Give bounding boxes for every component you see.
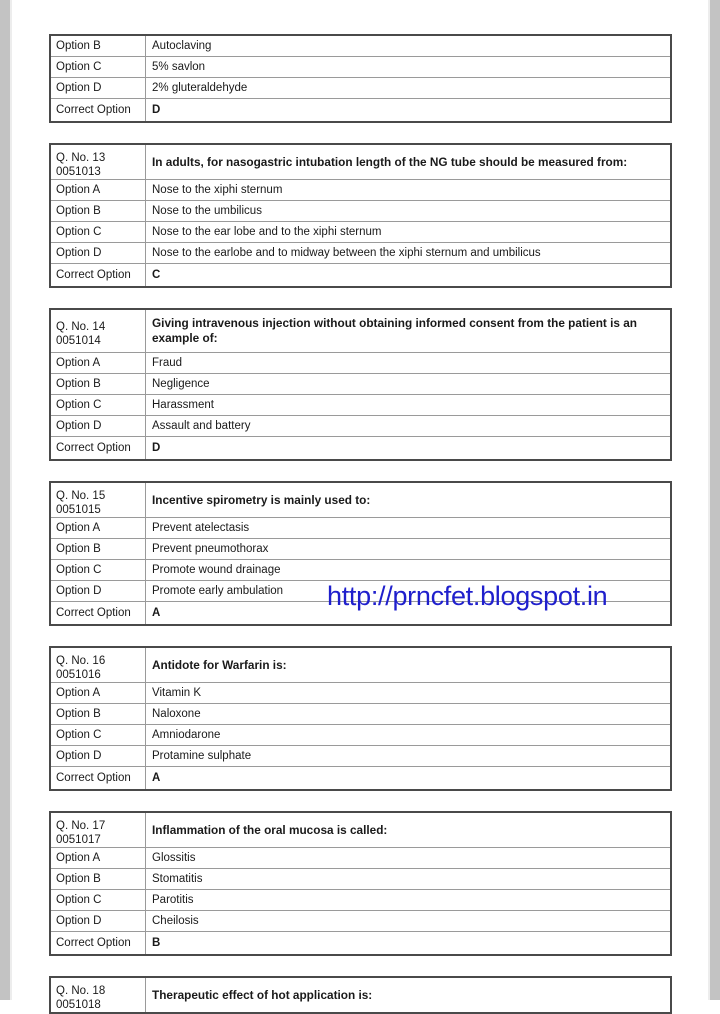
correct-option-value: A bbox=[152, 772, 161, 784]
question-header-row bbox=[50, 144, 671, 180]
question-header-row bbox=[50, 482, 671, 518]
option-value: Negligence bbox=[152, 378, 210, 390]
option-row bbox=[50, 222, 671, 243]
option-label-cell bbox=[50, 746, 146, 767]
question-code-text: 0051014 bbox=[56, 335, 101, 347]
option-label: Option B bbox=[56, 205, 101, 217]
option-label-cell bbox=[50, 78, 146, 99]
correct-option-value-cell bbox=[146, 767, 672, 791]
option-label: Option D bbox=[56, 420, 102, 432]
option-label-cell bbox=[50, 848, 146, 869]
option-label-cell bbox=[50, 581, 146, 602]
option-label-cell bbox=[50, 890, 146, 911]
option-value-cell bbox=[146, 560, 672, 581]
question-text: Inflammation of the oral mucosa is called: bbox=[152, 822, 388, 837]
option-value: Nose to the xiphi sternum bbox=[152, 184, 283, 196]
option-value: Naloxone bbox=[152, 708, 201, 720]
correct-option-label-cell bbox=[50, 932, 146, 956]
option-row bbox=[50, 180, 671, 201]
correct-option-value-cell bbox=[146, 602, 672, 626]
option-label: Option B bbox=[56, 873, 101, 885]
question-block bbox=[49, 143, 672, 288]
question-block bbox=[49, 481, 672, 626]
question-text-cell bbox=[146, 812, 672, 848]
correct-option-row bbox=[50, 437, 671, 461]
option-label: Option B bbox=[56, 708, 101, 720]
question-number-text: Q. No. 13 bbox=[56, 152, 106, 164]
option-value-cell bbox=[146, 581, 672, 602]
correct-option-row bbox=[50, 602, 671, 626]
question-block bbox=[49, 34, 672, 123]
option-label-cell bbox=[50, 518, 146, 539]
question-block bbox=[49, 308, 672, 461]
question-number-cell bbox=[50, 977, 146, 1013]
question-header-row bbox=[50, 309, 671, 353]
option-value: Fraud bbox=[152, 357, 183, 369]
option-row bbox=[50, 725, 671, 746]
correct-option-label: Correct Option bbox=[56, 104, 131, 116]
option-value: 2% gluteraldehyde bbox=[152, 82, 248, 94]
correct-option-label: Correct Option bbox=[56, 772, 131, 784]
correct-option-value: D bbox=[152, 104, 161, 116]
option-value: Prevent pneumothorax bbox=[152, 543, 269, 555]
question-code-text: 0051018 bbox=[56, 999, 101, 1011]
correct-option-value-cell bbox=[146, 932, 672, 956]
option-label-cell bbox=[50, 539, 146, 560]
option-value: Stomatitis bbox=[152, 873, 203, 885]
option-label-cell bbox=[50, 243, 146, 264]
option-label: Option A bbox=[56, 357, 101, 369]
question-number-cell bbox=[50, 144, 146, 180]
correct-option-value: B bbox=[152, 937, 161, 949]
option-label: Option C bbox=[56, 564, 102, 576]
option-value-cell bbox=[146, 911, 672, 932]
option-label: Option B bbox=[56, 543, 101, 555]
option-row bbox=[50, 869, 671, 890]
option-label: Option C bbox=[56, 399, 102, 411]
question-code-text: 0051016 bbox=[56, 669, 101, 681]
question-text-cell bbox=[146, 482, 672, 518]
option-row bbox=[50, 201, 671, 222]
watermark-url: http://prncfet.blogspot.in bbox=[327, 581, 608, 611]
option-value-cell bbox=[146, 201, 672, 222]
option-value-cell bbox=[146, 395, 672, 416]
option-value: Nose to the ear lobe and to the xiphi sternum bbox=[152, 226, 382, 238]
page-right-edge-band bbox=[710, 0, 720, 1000]
question-number-text: Q. No. 17 bbox=[56, 820, 106, 832]
question-text-cell bbox=[146, 977, 672, 1013]
question-text: Giving intravenous injection without obtaining informed consent from the patient is an example of: bbox=[152, 316, 638, 345]
page-right-edge-highlight bbox=[708, 0, 710, 1000]
option-value: Nose to the umbilicus bbox=[152, 205, 262, 217]
correct-option-label: Correct Option bbox=[56, 442, 131, 454]
option-value-cell bbox=[146, 746, 672, 767]
option-value-cell bbox=[146, 243, 672, 264]
option-label-cell bbox=[50, 222, 146, 243]
question-number-cell bbox=[50, 812, 146, 848]
option-value: Cheilosis bbox=[152, 915, 199, 927]
question-list bbox=[49, 0, 673, 1014]
correct-option-row bbox=[50, 932, 671, 956]
correct-option-label: Correct Option bbox=[56, 269, 131, 281]
question-number-text: Q. No. 18 bbox=[56, 985, 106, 997]
page-left-edge-band bbox=[0, 0, 10, 1000]
option-value: Promote wound drainage bbox=[152, 564, 281, 576]
option-row bbox=[50, 848, 671, 869]
option-value: Autoclaving bbox=[152, 40, 212, 52]
option-value-cell bbox=[146, 539, 672, 560]
option-label: Option D bbox=[56, 915, 102, 927]
option-value: Vitamin K bbox=[152, 687, 202, 699]
question-number-text: Q. No. 15 bbox=[56, 490, 106, 502]
question-number-cell bbox=[50, 647, 146, 683]
option-value-cell bbox=[146, 222, 672, 243]
option-label: Option A bbox=[56, 852, 101, 864]
option-label: Option A bbox=[56, 687, 101, 699]
option-row bbox=[50, 395, 671, 416]
option-label: Option D bbox=[56, 82, 102, 94]
option-row bbox=[50, 35, 671, 57]
option-label: Option D bbox=[56, 750, 102, 762]
option-value: Prevent atelectasis bbox=[152, 522, 250, 534]
option-label: Option C bbox=[56, 61, 102, 73]
option-label: Option D bbox=[56, 585, 102, 597]
question-text: Antidote for Warfarin is: bbox=[152, 657, 287, 672]
correct-option-row bbox=[50, 767, 671, 791]
question-text-cell bbox=[146, 144, 672, 180]
correct-option-value-cell bbox=[146, 264, 672, 288]
option-label-cell bbox=[50, 374, 146, 395]
option-value-cell bbox=[146, 78, 672, 99]
option-row bbox=[50, 374, 671, 395]
correct-option-label-cell bbox=[50, 264, 146, 288]
option-value-cell bbox=[146, 353, 672, 374]
question-text: Incentive spirometry is mainly used to: bbox=[152, 492, 371, 507]
question-text-cell bbox=[146, 309, 672, 353]
question-text-cell bbox=[146, 647, 672, 683]
question-block bbox=[49, 811, 672, 956]
correct-option-label-cell bbox=[50, 767, 146, 791]
option-row bbox=[50, 353, 671, 374]
option-value: Parotitis bbox=[152, 894, 194, 906]
question-code-text: 0051017 bbox=[56, 834, 101, 846]
option-label-cell bbox=[50, 683, 146, 704]
option-value-cell bbox=[146, 416, 672, 437]
option-label-cell bbox=[50, 416, 146, 437]
option-label-cell bbox=[50, 911, 146, 932]
correct-option-value: C bbox=[152, 269, 161, 281]
correct-option-label: Correct Option bbox=[56, 937, 131, 949]
option-value: Assault and battery bbox=[152, 420, 251, 432]
option-value-cell bbox=[146, 848, 672, 869]
correct-option-row bbox=[50, 99, 671, 123]
correct-option-label-cell bbox=[50, 437, 146, 461]
option-value: Glossitis bbox=[152, 852, 196, 864]
option-value-cell bbox=[146, 683, 672, 704]
option-row bbox=[50, 539, 671, 560]
question-number-cell bbox=[50, 309, 146, 353]
correct-option-value: D bbox=[152, 442, 161, 454]
option-value-cell bbox=[146, 725, 672, 746]
option-value: 5% savlon bbox=[152, 61, 206, 73]
option-label-cell bbox=[50, 869, 146, 890]
correct-option-value: A bbox=[152, 607, 161, 619]
correct-option-value-cell bbox=[146, 437, 672, 461]
question-number-text: Q. No. 16 bbox=[56, 655, 106, 667]
question-text: In adults, for nasogastric intubation length of the NG tube should be measured from: bbox=[152, 154, 628, 169]
option-label-cell bbox=[50, 704, 146, 725]
question-code-text: 0051013 bbox=[56, 166, 101, 178]
option-label: Option C bbox=[56, 894, 102, 906]
option-value-cell bbox=[146, 518, 672, 539]
option-row bbox=[50, 704, 671, 725]
option-row bbox=[50, 416, 671, 437]
option-label: Option C bbox=[56, 729, 102, 741]
option-row bbox=[50, 518, 671, 539]
option-value: Promote early ambulation bbox=[152, 585, 284, 597]
question-number-text: Q. No. 14 bbox=[56, 321, 106, 333]
option-row bbox=[50, 581, 671, 602]
option-value: Amniodarone bbox=[152, 729, 221, 741]
option-label-cell bbox=[50, 395, 146, 416]
correct-option-row bbox=[50, 264, 671, 288]
option-row bbox=[50, 890, 671, 911]
option-row bbox=[50, 746, 671, 767]
question-number-cell bbox=[50, 482, 146, 518]
correct-option-label-cell bbox=[50, 602, 146, 626]
option-label: Option A bbox=[56, 522, 101, 534]
correct-option-value-cell bbox=[146, 99, 672, 123]
option-value-cell bbox=[146, 704, 672, 725]
option-label: Option D bbox=[56, 247, 102, 259]
question-header-row bbox=[50, 812, 671, 848]
option-row bbox=[50, 243, 671, 264]
option-value: Harassment bbox=[152, 399, 214, 411]
correct-option-label: Correct Option bbox=[56, 607, 131, 619]
option-value: Nose to the earlobe and to midway between the xiphi sternum and umbilicus bbox=[152, 247, 541, 259]
option-label-cell bbox=[50, 180, 146, 201]
page-left-edge-highlight bbox=[10, 0, 12, 1000]
option-label-cell bbox=[50, 57, 146, 78]
option-label-cell bbox=[50, 560, 146, 581]
question-header-row bbox=[50, 647, 671, 683]
option-label: Option B bbox=[56, 378, 101, 390]
question-block bbox=[49, 646, 672, 791]
option-value-cell bbox=[146, 374, 672, 395]
option-value-cell bbox=[146, 57, 672, 78]
option-row bbox=[50, 57, 671, 78]
question-code-text: 0051015 bbox=[56, 504, 101, 516]
option-label-cell bbox=[50, 201, 146, 222]
option-value-cell bbox=[146, 869, 672, 890]
option-value-cell bbox=[146, 890, 672, 911]
question-block bbox=[49, 976, 672, 1014]
question-header-row bbox=[50, 977, 671, 1013]
question-text: Therapeutic effect of hot application is: bbox=[152, 987, 373, 1002]
option-label-cell bbox=[50, 35, 146, 57]
option-label: Option B bbox=[56, 40, 101, 52]
option-label-cell bbox=[50, 353, 146, 374]
option-row bbox=[50, 683, 671, 704]
option-value-cell bbox=[146, 35, 672, 57]
option-row bbox=[50, 911, 671, 932]
option-value: Protamine sulphate bbox=[152, 750, 252, 762]
option-value-cell bbox=[146, 180, 672, 201]
correct-option-label-cell bbox=[50, 99, 146, 123]
option-label: Option A bbox=[56, 184, 101, 196]
option-row bbox=[50, 78, 671, 99]
option-label-cell bbox=[50, 725, 146, 746]
option-label: Option C bbox=[56, 226, 102, 238]
option-row bbox=[50, 560, 671, 581]
